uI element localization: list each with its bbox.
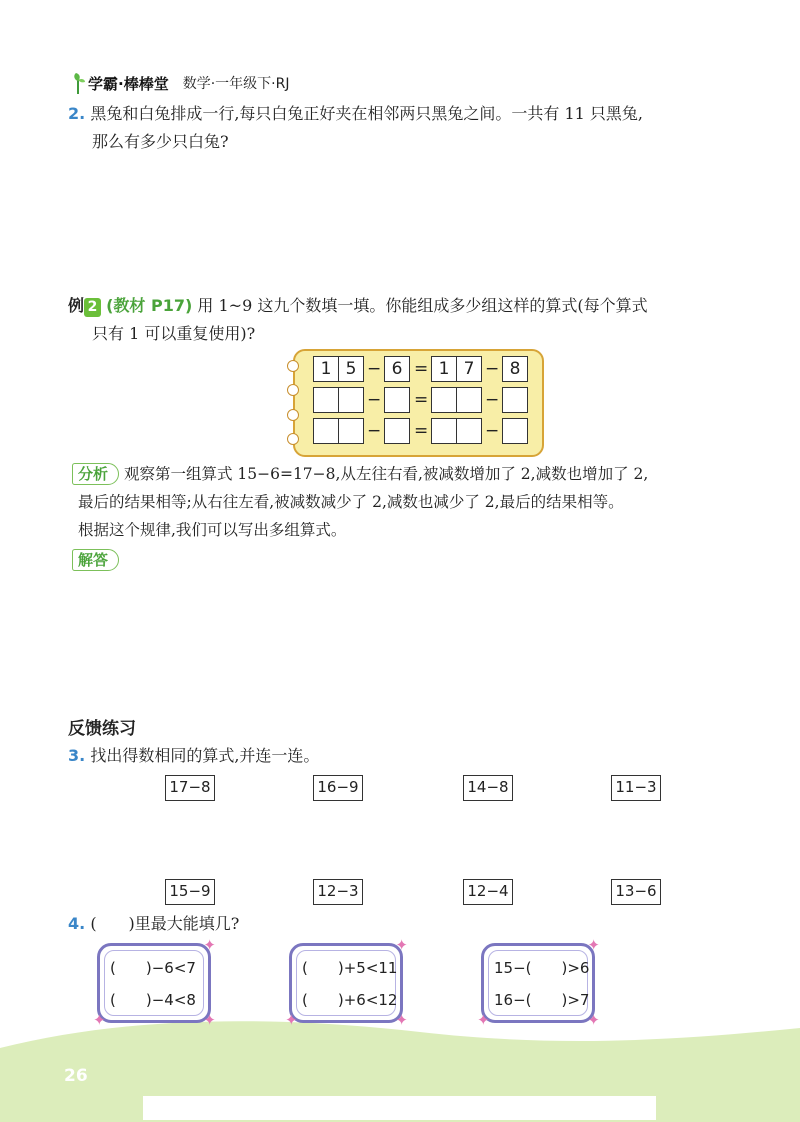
ring-icon [287,433,299,445]
ring-icon [287,384,299,396]
question-3 [68,742,319,770]
question-text-line: 黑兔和白兔排成一行,每只白兔正好夹在相邻两只黑兔之间。一共有 11 只黑兔, [90,104,644,123]
equation-cell: 6 [384,356,410,382]
example-label: 例 [68,296,85,315]
equation-cell: 1 [431,356,457,382]
blank-cell[interactable] [338,387,364,413]
expression-box[interactable]: 13−6 [611,879,661,905]
example-number-badge: 2 [84,298,101,317]
blank-cell[interactable] [384,387,410,413]
brand-name: 学霸·棒棒堂 [88,74,169,93]
minus-sign: − [485,390,500,410]
star-icon: ✦ [203,1011,216,1029]
feedback-title: 反馈练习 [68,719,136,739]
inequality-line[interactable]: ( )−4<8 [110,991,196,1009]
star-icon: ✦ [285,1011,298,1029]
example-text-line: 用 1~9 这九个数填一填。你能组成多少组这样的算式(每个算式 [197,296,648,315]
question-4 [68,910,239,938]
minus-sign: − [367,390,382,410]
analysis-text-line: 观察第一组算式 15−6=17−8,从左往右看,被减数增加了 2,减数也增加了 2, [123,465,649,483]
equation-notebook [293,349,544,457]
equals-sign: = [414,359,429,379]
star-icon: ✦ [93,1011,106,1029]
blank-cell[interactable] [338,418,364,444]
equation-cell: 5 [338,356,364,382]
analysis-text-line: 最后的结果相等;从右往左看,被减数减少了 2,减数也减少了 2,最后的结果相等。 [78,493,624,511]
inequality-frame [285,936,408,1029]
blank-cell[interactable] [431,387,457,413]
question-text: 找出得数相同的算式,并连一连。 [90,746,320,765]
example-text-line: 只有 1 可以重复使用)? [92,324,256,343]
star-icon: ✦ [477,1011,490,1029]
equation-cell: 1 [313,356,339,382]
expression-box[interactable]: 17−8 [165,775,215,801]
analysis-section [72,460,762,544]
ring-icon [287,360,299,372]
blank-cell[interactable] [313,418,339,444]
question-number: 4. [68,914,86,933]
inequality-frame [93,936,216,1029]
page-header [72,70,289,96]
star-icon: ✦ [587,936,600,954]
blank-cell[interactable] [456,418,482,444]
leaf-logo-icon [72,72,86,94]
expression-box[interactable]: 14−8 [463,775,513,801]
question-2 [68,100,748,156]
question-text-line: 那么有多少只白兔? [92,132,229,151]
analysis-tag: 分析 [72,463,119,485]
example-2 [68,292,748,348]
inequality-line[interactable]: 16−( )>7 [494,991,590,1009]
equals-sign: = [414,390,429,410]
blank-cell[interactable] [502,387,528,413]
expression-box[interactable]: 12−3 [313,879,363,905]
question-text: ( )里最大能填几? [90,914,240,933]
expression-box[interactable]: 12−4 [463,879,513,905]
ring-icon [287,409,299,421]
inequality-line[interactable]: 15−( )>6 [494,959,590,977]
star-icon: ✦ [395,936,408,954]
equation-cell: 8 [502,356,528,382]
blank-cell[interactable] [502,418,528,444]
star-icon: ✦ [395,1011,408,1029]
expression-box[interactable]: 15−9 [165,879,215,905]
inequality-line[interactable]: ( )+5<11 [302,959,398,977]
question-number: 2. [68,104,86,123]
blank-cell[interactable] [384,418,410,444]
inequality-line[interactable]: ( )+6<12 [302,991,398,1009]
textbook-reference: (教材 P17) [106,296,193,315]
blank-cell[interactable] [431,418,457,444]
minus-sign: − [367,421,382,441]
star-icon: ✦ [587,1011,600,1029]
minus-sign: − [485,359,500,379]
expression-box[interactable]: 16−9 [313,775,363,801]
equals-sign: = [414,421,429,441]
answer-section [72,549,119,571]
answer-tag: 解答 [72,549,119,571]
analysis-text-line: 根据这个规律,我们可以写出多组算式。 [78,521,347,539]
star-icon: ✦ [203,936,216,954]
inequality-line[interactable]: ( )−6<7 [110,959,196,977]
equation-cell: 7 [456,356,482,382]
inequality-frame [477,936,600,1029]
expression-box[interactable]: 11−3 [611,775,661,801]
page-number: 26 [64,1066,88,1086]
blank-cell[interactable] [313,387,339,413]
blank-cell[interactable] [456,387,482,413]
minus-sign: − [367,359,382,379]
subject-label: 数学·一年级下·RJ [182,76,290,92]
question-number: 3. [68,746,86,765]
minus-sign: − [485,421,500,441]
